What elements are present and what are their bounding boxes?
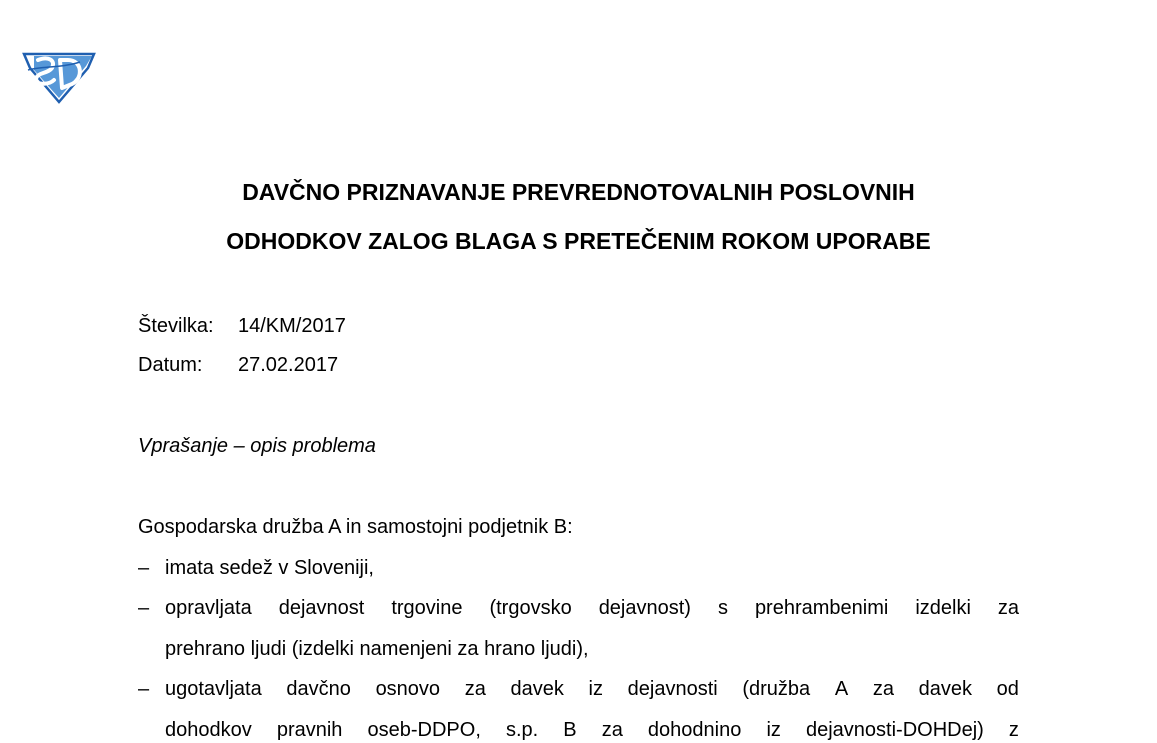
document-date-row — [138, 355, 338, 375]
word: prehrambenimi — [754, 597, 889, 619]
bullet-text: prehrano ljudi (izdelki namenjeni za hrano ljudi), — [165, 638, 589, 660]
word: ugotavljata — [165, 678, 262, 700]
intro-paragraph: Gospodarska družba A in samostojni podjetnik B: — [138, 516, 573, 538]
word: dohodkov — [165, 719, 252, 741]
word: dejavnosti — [627, 678, 718, 700]
bullet-text: imata sedež v Sloveniji, — [165, 557, 374, 579]
word: davek — [918, 678, 972, 700]
word: pravnih — [276, 719, 343, 741]
sd-logo — [22, 48, 96, 104]
bullet-text-justified — [165, 679, 1019, 699]
word: opravljata — [165, 597, 252, 619]
word: B — [563, 719, 577, 741]
word: (trgovsko — [489, 597, 572, 619]
word: dejavnost) — [598, 597, 691, 619]
document-date-value: 27.02.2017 — [238, 354, 339, 376]
bullet-marker: – — [138, 678, 150, 700]
word: trgovine — [391, 597, 463, 619]
word: davčno — [286, 678, 351, 700]
document-number-row — [138, 316, 346, 336]
word: za — [464, 678, 486, 700]
word: iz — [766, 719, 781, 741]
document-title-line-1: DAVČNO PRIZNAVANJE PREVREDNOTOVALNIH POSLOVNIH — [242, 179, 915, 205]
bullet-marker: – — [138, 557, 150, 579]
document-number-value: 14/KM/2017 — [238, 315, 346, 337]
word: osnovo — [375, 678, 441, 700]
word: za — [601, 719, 623, 741]
word: A — [834, 678, 849, 700]
bullet-text-justified — [165, 720, 1019, 740]
section-heading: Vprašanje – opis problema — [138, 435, 376, 457]
word: (družba — [742, 678, 811, 700]
word: s — [717, 597, 728, 619]
word: dohodnino — [647, 719, 742, 741]
document-title-line-2: ODHODKOV ZALOG BLAGA S PRETEČENIM ROKOM UPORABE — [226, 228, 931, 254]
word: z — [1008, 719, 1019, 741]
word: dejavnost — [278, 597, 365, 619]
document-number-label: Številka: — [138, 315, 214, 337]
word: izdelki — [915, 597, 971, 619]
bullet-text-justified — [165, 598, 1019, 618]
word: davek — [510, 678, 564, 700]
bullet-marker: – — [138, 597, 150, 619]
word: s.p. — [505, 719, 539, 741]
document-date-label: Datum: — [138, 354, 203, 376]
word: za — [997, 597, 1019, 619]
word: dejavnosti-DOHDej) — [805, 719, 984, 741]
word: oseb-DDPO, — [367, 719, 481, 741]
word: od — [996, 678, 1019, 700]
word: za — [872, 678, 894, 700]
word: iz — [588, 678, 603, 700]
